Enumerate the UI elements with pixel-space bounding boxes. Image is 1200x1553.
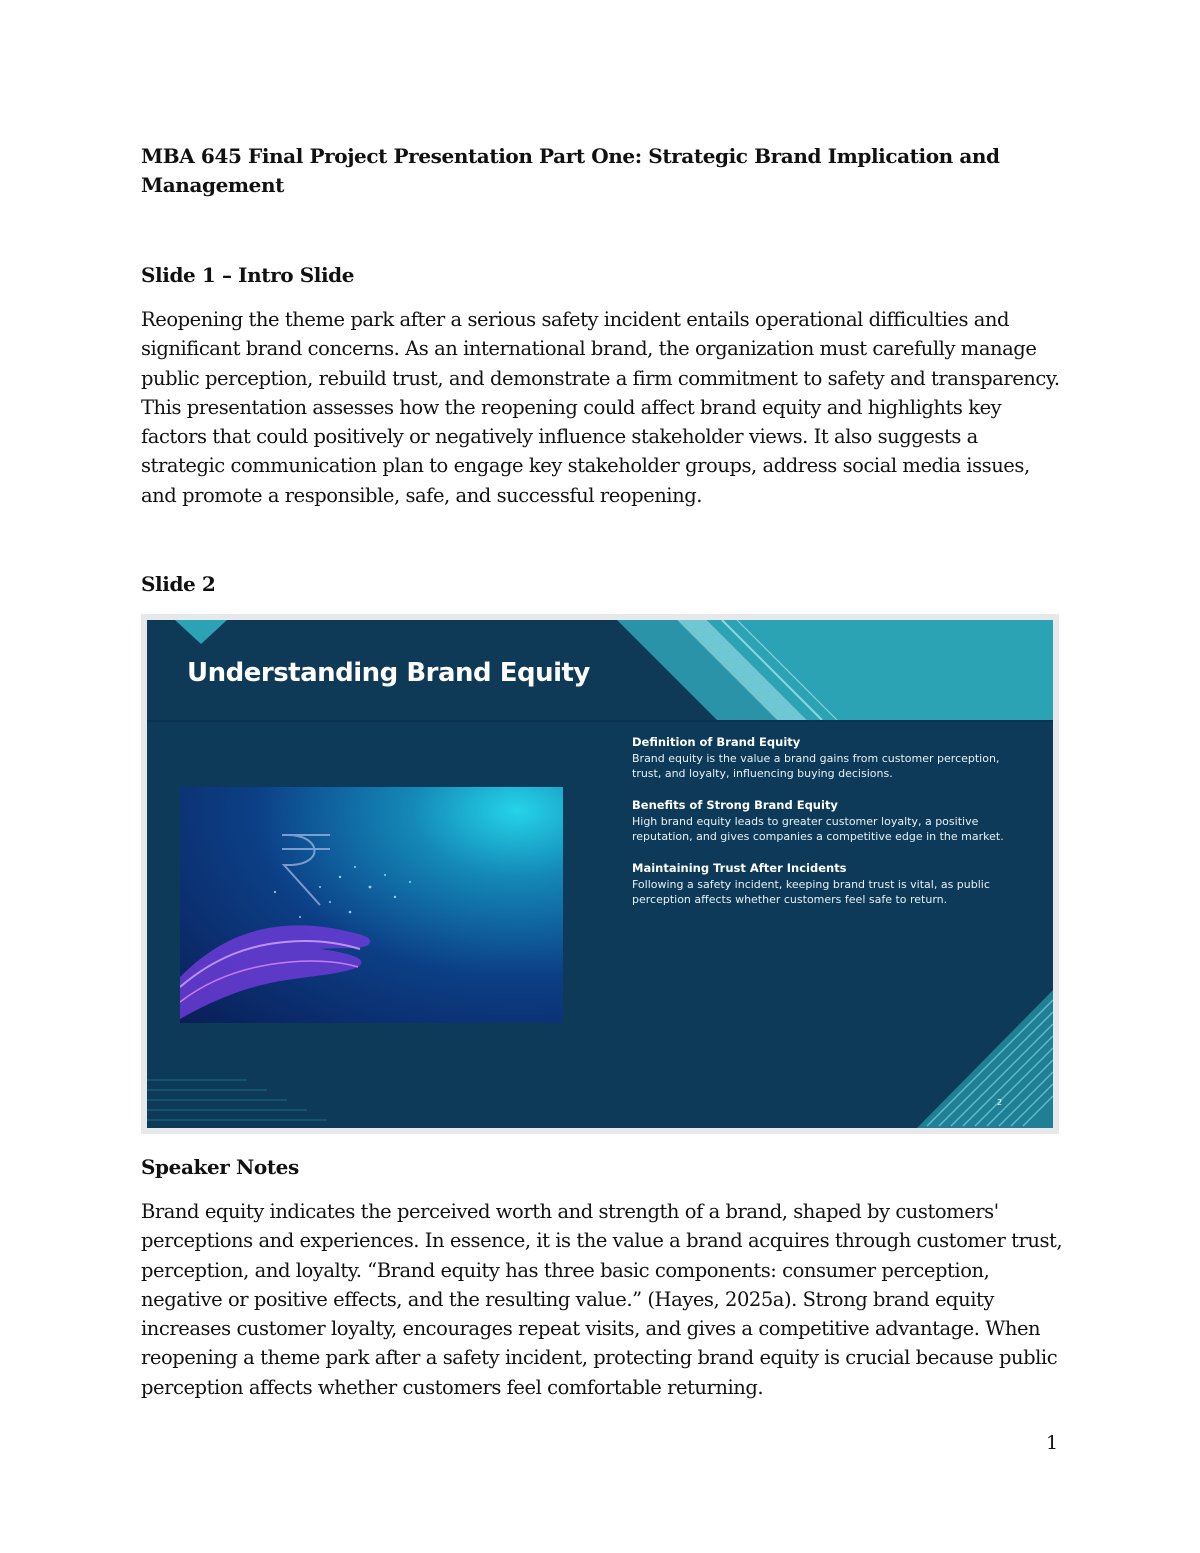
slide-points: [632, 735, 1022, 924]
slide-point-text: Following a safety incident, keeping brand trust is vital, as public perception affects whether customers feel safe to return.: [632, 878, 990, 906]
document-title: MBA 645 Final Project Presentation Part One: Strategic Brand Implication and Management: [141, 144, 1000, 197]
slide-number: 2: [997, 1098, 1003, 1107]
slide-point-heading: Definition of Brand Equity: [632, 735, 801, 749]
slide-title: Understanding Brand Equity: [187, 658, 590, 688]
slide-point-heading: Maintaining Trust After Incidents: [632, 861, 847, 875]
speaker-notes-heading: Speaker Notes: [141, 1155, 299, 1179]
slide1-heading: Slide 1 – Intro Slide: [141, 263, 355, 287]
speaker-notes-body: Brand equity indicates the perceived worth and strength of a brand, shaped by customers' perceptions and experiences. In essence, it is the value a brand acquires through customer trust, perception, and loyalty. “Brand equity has three basic components: consumer perception, negative or positive effects, and the resulting value.” (Hayes, 2025a). Strong brand equity increases customer loyalty, encourages repeat visits, and gives a competitive advantage. When reopening a theme park after a safety incident, protecting brand equity is crucial because public perception affects whether customers feel comfortable returning.: [141, 1200, 1063, 1399]
slide2-heading: Slide 2: [141, 572, 216, 596]
stripe-pattern: [917, 990, 1053, 1128]
slide-point-heading: Benefits of Strong Brand Equity: [632, 798, 838, 812]
rupee-hand-illustration-icon: [180, 787, 563, 1023]
page-number: 1: [1046, 1432, 1059, 1454]
slide2-canvas: [147, 620, 1053, 1128]
slide-point-text: Brand equity is the value a brand gains from customer perception, trust, and loyalty, influencing buying decisions.: [632, 752, 1000, 780]
slide-point: [632, 861, 1022, 907]
slide-point: [632, 798, 1022, 844]
slide-point: [632, 735, 1022, 781]
slide2-image: [141, 614, 1059, 1134]
slide1-body: Reopening the theme park after a serious safety incident entails operational difficulties and significant brand concerns. As an international brand, the organization must carefully manage public perception, rebuild trust, and demonstrate a firm commitment to safety and transparency. This presentation assesses how the reopening could affect brand equity and highlights key factors that could positively or negatively influence stakeholder views. It also suggests a strategic communication plan to engage key stakeholder groups, address social media issues, and promote a responsible, safe, and successful reopening.: [141, 308, 1060, 507]
slide-point-text: High brand equity leads to greater customer loyalty, a positive reputation, and gives companies a competitive edge in the market.: [632, 815, 1004, 843]
